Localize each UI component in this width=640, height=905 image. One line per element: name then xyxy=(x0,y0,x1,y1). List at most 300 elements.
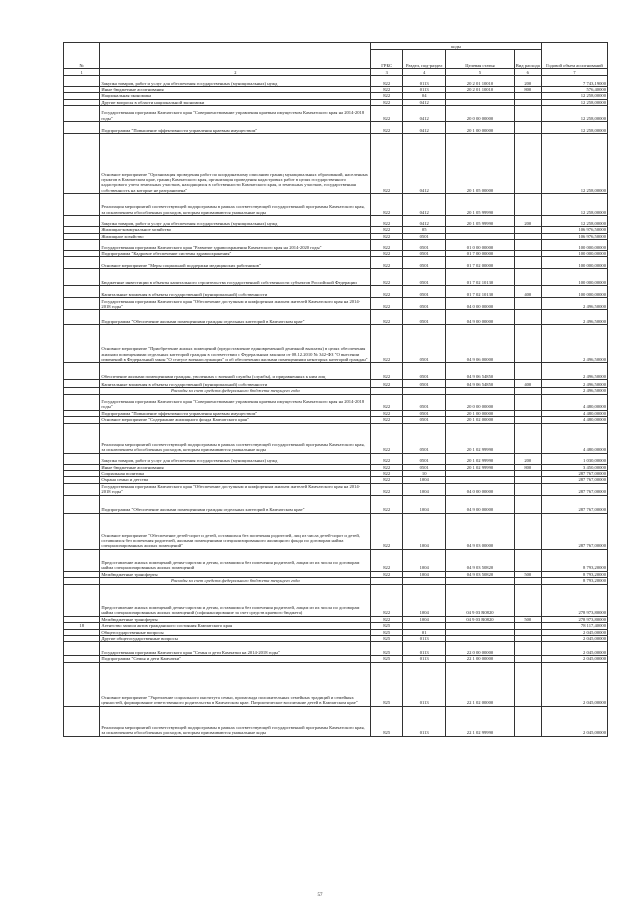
row-grbs: 822 xyxy=(371,257,403,269)
table-row xyxy=(64,240,608,251)
row-razdel: 0412 xyxy=(403,99,446,105)
table-row xyxy=(64,394,608,410)
table-row xyxy=(64,423,608,453)
table-body xyxy=(64,76,608,737)
row-grbs: 822 xyxy=(371,495,403,513)
row-vr: 200 xyxy=(514,216,541,227)
row-razdel: 1004 xyxy=(403,483,446,495)
row-amount: 2 045,00000 xyxy=(541,662,607,706)
row-csr: 20 1 02 99990 xyxy=(446,464,514,470)
row-name: Подпрограмма "Семья и дети Камчатки" xyxy=(100,656,371,662)
table-row xyxy=(64,495,608,513)
row-name: Основное мероприятие "Укрепление социального института семьи, пропаганда положительных семейных традиций и семейных ценностей, формирование ответственного родительства в Камчатском крае. Патриотическое воспитание детей в Камчатском крае" xyxy=(100,662,371,706)
header-codes: коды xyxy=(371,43,542,50)
row-amount: 100 000,00000 xyxy=(541,257,607,269)
row-amount: 8 793,20000 xyxy=(541,571,607,577)
row-name: Другие общегосударственные вопросы xyxy=(100,635,371,641)
row-csr: 22 0 00 00000 xyxy=(446,642,514,656)
col-number: 3 xyxy=(371,69,403,76)
row-grbs: 822 xyxy=(371,310,403,325)
row-amount: 278 973,80000 xyxy=(541,584,607,616)
row-csr: 04 9 06 54850 xyxy=(446,380,514,388)
row-amount: 8 793,20000 xyxy=(541,549,607,571)
row-name: Основное мероприятие "Содержание жилищного фонда Камчатского края" xyxy=(100,417,371,423)
col-number: 5 xyxy=(446,69,514,76)
row-vr xyxy=(514,513,541,549)
row-name: Государственная программа Камчатского края "Обеспечение доступным и комфортным жильем жителей Камчатского края на 2014-2018 годы" xyxy=(100,483,371,495)
row-csr: 20 2 01 10010 xyxy=(446,87,514,93)
row-name: Социальная политика xyxy=(100,471,371,477)
row-vr xyxy=(514,706,541,736)
row-number xyxy=(64,453,100,464)
col-number: 6 xyxy=(514,69,541,76)
row-grbs: 822 xyxy=(371,363,403,380)
row-vr xyxy=(514,483,541,495)
col-number: 1 xyxy=(64,69,100,76)
row-amount: 287 767,00000 xyxy=(541,495,607,513)
row-name: Капитальные вложения в объекты государственной (муниципальной) собственности xyxy=(100,286,371,298)
table-row xyxy=(64,549,608,571)
row-csr: 04 0 00 00000 xyxy=(446,298,514,310)
row-amount: 287 767,00000 xyxy=(541,513,607,549)
table-row xyxy=(64,298,608,310)
row-csr: 20 1 00 00000 xyxy=(446,122,514,134)
row-vr xyxy=(514,134,541,194)
row-csr: 04 9 03 00000 xyxy=(446,513,514,549)
row-vr: 400 xyxy=(514,380,541,388)
row-razdel: 1004 xyxy=(403,584,446,616)
row-csr: 20 1 02 00000 xyxy=(446,417,514,423)
row-grbs: 822 xyxy=(371,410,403,416)
row-razdel: 0501 xyxy=(403,363,446,380)
row-name: Агентство записи актов гражданского состояния Камчатского края xyxy=(100,623,371,629)
table-row xyxy=(64,76,608,87)
row-name: Реализация мероприятий соответствующей подпрограммы в рамках соответствующей государственной программы Камчатского края, за исключением обособленных расходов, которым присваиваются уникальные коды xyxy=(100,194,371,216)
row-csr: 20 1 05 99990 xyxy=(446,194,514,216)
row-razdel: 0501 xyxy=(403,380,446,388)
row-grbs: 825 xyxy=(371,656,403,662)
table-row xyxy=(64,513,608,549)
row-csr: 20 1 02 99990 xyxy=(446,453,514,464)
row-amount: 106 976,50000 xyxy=(541,233,607,239)
header-amount: Годовой объем ассигнований xyxy=(541,43,607,69)
row-number xyxy=(64,269,100,286)
row-vr xyxy=(514,310,541,325)
row-grbs: 822 xyxy=(371,453,403,464)
header-grbs: ГРБС xyxy=(371,50,403,69)
row-amount: 3 450,00000 xyxy=(541,464,607,470)
row-csr: 04 9 03 50820 xyxy=(446,571,514,577)
row-amount: 8 793,20000 xyxy=(541,578,607,584)
row-name: Жилищно-коммунальное хозяйство xyxy=(100,227,371,233)
row-number xyxy=(64,549,100,571)
row-razdel: 0412 xyxy=(403,106,446,122)
row-amount: 4 480,00000 xyxy=(541,417,607,423)
row-vr: 800 xyxy=(514,87,541,93)
row-number xyxy=(64,194,100,216)
row-amount: 2 496,50000 xyxy=(541,388,607,394)
row-grbs: 825 xyxy=(371,662,403,706)
row-name: Закупка товаров, работ и услуг для обеспечения государственных (муниципальных) нужд xyxy=(100,216,371,227)
row-grbs: 825 xyxy=(371,623,403,629)
budget-table xyxy=(63,42,608,737)
row-number xyxy=(64,363,100,380)
row-grbs: 822 xyxy=(371,477,403,483)
row-grbs: 822 xyxy=(371,122,403,134)
row-number xyxy=(64,134,100,194)
row-csr: 04 9 03 R0820 xyxy=(446,584,514,616)
row-razdel: 0501 xyxy=(403,233,446,239)
page-number: 57 xyxy=(317,893,323,898)
table-row xyxy=(64,134,608,194)
row-amount: 12 258,00000 xyxy=(541,216,607,227)
row-csr: 22 1 02 00000 xyxy=(446,662,514,706)
row-razdel: 0501 xyxy=(403,286,446,298)
row-razdel: 1004 xyxy=(403,495,446,513)
row-razdel: 0113 xyxy=(403,76,446,87)
header-name xyxy=(100,43,371,69)
row-amount: 12 258,00000 xyxy=(541,122,607,134)
row-name: Национальная экономика xyxy=(100,93,371,99)
table-row xyxy=(64,286,608,298)
row-amount: 12 258,00000 xyxy=(541,194,607,216)
row-number xyxy=(64,310,100,325)
row-grbs: 822 xyxy=(371,233,403,239)
row-name: Другие вопросы в области национальной экономики xyxy=(100,99,371,105)
row-number xyxy=(64,106,100,122)
row-vr xyxy=(514,394,541,410)
row-razdel: 05 xyxy=(403,227,446,233)
row-csr: 20 1 05 00000 xyxy=(446,134,514,194)
row-name: Основное мероприятие "Меры социальной поддержки медицинских работников" xyxy=(100,257,371,269)
row-number xyxy=(64,286,100,298)
col-number: 7 xyxy=(541,69,607,76)
row-razdel: 0412 xyxy=(403,122,446,134)
row-name: Подпрограмма "Повышение эффективности управления краевым имуществом" xyxy=(100,122,371,134)
row-grbs: 825 xyxy=(371,635,403,641)
row-razdel: 0501 xyxy=(403,251,446,257)
row-number xyxy=(64,76,100,87)
row-csr: 04 9 06 00000 xyxy=(446,325,514,363)
row-vr: 500 xyxy=(514,616,541,622)
row-razdel: 0501 xyxy=(403,417,446,423)
row-grbs: 822 xyxy=(371,240,403,251)
row-amount: 4 480,00000 xyxy=(541,410,607,416)
row-amount: 4 480,00000 xyxy=(541,394,607,410)
row-number xyxy=(64,298,100,310)
row-grbs: 822 xyxy=(371,464,403,470)
row-razdel: 0412 xyxy=(403,216,446,227)
row-number xyxy=(64,513,100,549)
row-csr: 04 9 06 54850 xyxy=(446,363,514,380)
row-name: Подпрограмма "Повышение эффективности управления краевым имуществом" xyxy=(100,410,371,416)
row-name: Государственная программа Камчатского края "Обеспечение доступным и комфортным жильем жителей Камчатского края на 2014-2018 годы" xyxy=(100,298,371,310)
row-razdel: 01 xyxy=(403,629,446,635)
row-razdel: 1004 xyxy=(403,513,446,549)
row-amount: 287 767,00000 xyxy=(541,471,607,477)
row-amount: 2 045,00000 xyxy=(541,635,607,641)
row-vr xyxy=(514,495,541,513)
row-grbs: 822 xyxy=(371,616,403,622)
row-amount: 2 496,50000 xyxy=(541,325,607,363)
row-amount: 287 767,00000 xyxy=(541,483,607,495)
row-grbs: 822 xyxy=(371,584,403,616)
row-number xyxy=(64,380,100,388)
row-grbs: 822 xyxy=(371,269,403,286)
row-number: 18 xyxy=(64,623,100,629)
row-razdel: 0113 xyxy=(403,642,446,656)
row-amount: 7 743,19000 xyxy=(541,76,607,87)
row-vr: 800 xyxy=(514,464,541,470)
row-csr: 20 0 00 00000 xyxy=(446,106,514,122)
row-amount: 100 000,00000 xyxy=(541,251,607,257)
row-name: Расходы за счет средств федерального бюджета текущего года xyxy=(100,388,371,394)
row-amount: 12 258,00000 xyxy=(541,134,607,194)
row-amount: 1 030,00000 xyxy=(541,453,607,464)
row-vr: 400 xyxy=(514,286,541,298)
table-row xyxy=(64,269,608,286)
row-amount: 2 496,50000 xyxy=(541,310,607,325)
table-row xyxy=(64,122,608,134)
row-amount: 106 976,50000 xyxy=(541,227,607,233)
row-number xyxy=(64,706,100,736)
row-razdel: 0113 xyxy=(403,87,446,93)
row-name: Государственная программа Камчатского края "Семья и дети Камчатки на 2014-2018 годы" xyxy=(100,642,371,656)
table-row xyxy=(64,642,608,656)
row-name: Иные бюджетные ассигнования xyxy=(100,464,371,470)
row-vr xyxy=(514,662,541,706)
row-razdel: 0501 xyxy=(403,240,446,251)
row-amount: 2 496,50000 xyxy=(541,298,607,310)
row-csr: 20 0 00 00000 xyxy=(446,394,514,410)
row-vr xyxy=(514,642,541,656)
row-amount: 2 045,00000 xyxy=(541,706,607,736)
row-number xyxy=(64,584,100,616)
row-razdel: 0501 xyxy=(403,257,446,269)
row-name: Государственная программа Камчатского края "Развитие здравоохранения Камчатского края на 2014-2020 годы" xyxy=(100,240,371,251)
row-name: Бюджетные инвестиции в объекты капитального строительства государственной собственности субъектов Российской Федерации xyxy=(100,269,371,286)
row-vr xyxy=(514,363,541,380)
row-grbs: 822 xyxy=(371,216,403,227)
row-csr: 04 0 00 00000 xyxy=(446,483,514,495)
row-name: Предоставление жилых помещений детям-сиротам и детям, оставшимся без попечения родителей, лицам из их числа по договорам найма специализированных жилых помещений xyxy=(100,549,371,571)
row-grbs: 822 xyxy=(371,549,403,571)
row-number xyxy=(64,483,100,495)
table-row xyxy=(64,706,608,736)
row-grbs: 822 xyxy=(371,87,403,93)
row-razdel: 0113 xyxy=(403,706,446,736)
row-number xyxy=(64,642,100,656)
row-csr: 01 0 00 00000 xyxy=(446,240,514,251)
row-grbs: 822 xyxy=(371,76,403,87)
row-amount: 12 258,00000 xyxy=(541,106,607,122)
table-row xyxy=(64,453,608,464)
row-amount: 2 045,00000 xyxy=(541,629,607,635)
col-number: 4 xyxy=(403,69,446,76)
row-vr xyxy=(514,298,541,310)
row-csr: 04 9 03 R0820 xyxy=(446,616,514,622)
col-number: 2 xyxy=(100,69,371,76)
row-razdel: 0113 xyxy=(403,656,446,662)
row-amount: 12 258,00000 xyxy=(541,99,607,105)
row-razdel: 0501 xyxy=(403,394,446,410)
row-vr xyxy=(514,325,541,363)
row-number xyxy=(64,394,100,410)
row-csr: 22 1 00 00000 xyxy=(446,656,514,662)
row-grbs: 822 xyxy=(371,194,403,216)
row-amount: 100 000,00000 xyxy=(541,269,607,286)
row-csr: 01 7 02 10130 xyxy=(446,269,514,286)
row-number xyxy=(64,240,100,251)
row-razdel: 0412 xyxy=(403,194,446,216)
row-vr xyxy=(514,257,541,269)
row-vr xyxy=(514,549,541,571)
table-row xyxy=(64,363,608,380)
row-amount: 278 973,80000 xyxy=(541,616,607,622)
row-name: Основное мероприятие "Приобретение жилых помещений (предоставление единовременной денежной выплаты) в целях обеспечения жилыми помещениями отдельных категорий граждан в соответствии с Федеральным законом от 08.12.2010 № 342-ФЗ "О внесении изменений в Федеральный закон "О статусе военнослужащих" и об обеспечении жилыми помещениями некоторых категорий граждан" xyxy=(100,325,371,363)
table-row xyxy=(64,194,608,216)
row-number xyxy=(64,122,100,134)
row-vr: 200 xyxy=(514,76,541,87)
row-vr xyxy=(514,584,541,616)
row-grbs: 822 xyxy=(371,134,403,194)
row-grbs: 822 xyxy=(371,423,403,453)
row-razdel: 1004 xyxy=(403,549,446,571)
row-number xyxy=(64,662,100,706)
row-amount: 100 000,00000 xyxy=(541,240,607,251)
row-vr: 200 xyxy=(514,453,541,464)
row-name: Подпрограмма "Обеспечение жилыми помещениями граждан отдельных категорий в Камчатском крае" xyxy=(100,310,371,325)
row-amount: 287 767,00000 xyxy=(541,477,607,483)
row-grbs: 822 xyxy=(371,286,403,298)
table-row xyxy=(64,584,608,616)
row-razdel: 0501 xyxy=(403,325,446,363)
row-razdel: 0501 xyxy=(403,410,446,416)
row-csr: 01 7 02 00000 xyxy=(446,257,514,269)
row-razdel: 0501 xyxy=(403,310,446,325)
row-number xyxy=(64,216,100,227)
row-razdel: 1004 xyxy=(403,616,446,622)
row-razdel: 0501 xyxy=(403,423,446,453)
row-razdel: 10 xyxy=(403,471,446,477)
row-razdel: 0501 xyxy=(403,464,446,470)
row-number xyxy=(64,257,100,269)
row-name: Закупка товаров, работ и услуг для обеспечения государственных (муниципальных) нужд xyxy=(100,76,371,87)
row-vr xyxy=(514,240,541,251)
row-number xyxy=(64,495,100,513)
row-razdel: 1004 xyxy=(403,571,446,577)
row-name: Государственная программа Камчатского края "Совершенствование управления краевым имуществом Камчатского края на 2014-2018 годы" xyxy=(100,106,371,122)
row-razdel: 0113 xyxy=(403,635,446,641)
row-razdel: 0501 xyxy=(403,269,446,286)
row-razdel: 1004 xyxy=(403,477,446,483)
row-csr: 20 2 01 10010 xyxy=(446,76,514,87)
row-grbs: 822 xyxy=(371,513,403,549)
row-grbs: 822 xyxy=(371,394,403,410)
header-csr: Целевая статья xyxy=(446,50,514,69)
row-name: Подпрограмма "Обеспечение жилыми помещениями граждан отдельных категорий в Камчатском крае" xyxy=(100,495,371,513)
row-name: Общегосударственные вопросы xyxy=(100,629,371,635)
row-csr: 22 1 02 99990 xyxy=(446,706,514,736)
row-csr: 20 1 02 99990 xyxy=(446,423,514,453)
row-vr xyxy=(514,423,541,453)
row-name: Подпрограмма "Кадровое обеспечение системы здравоохранения" xyxy=(100,251,371,257)
row-razdel: 0501 xyxy=(403,298,446,310)
row-grbs: 825 xyxy=(371,642,403,656)
row-name: Основное мероприятие "Обеспечение детей-сирот и детей, оставшихся без попечения родителей, лиц из числа детей-сирот и детей, оставшихся без попечения родителей, жилыми помещениями специализированного жилищного фонда по договорам найма специализированных жилых помещений" xyxy=(100,513,371,549)
row-grbs: 822 xyxy=(371,571,403,577)
row-vr: 500 xyxy=(514,571,541,577)
row-name: Иные бюджетные ассигнования xyxy=(100,87,371,93)
row-csr: 20 1 00 00000 xyxy=(446,410,514,416)
row-name: Предоставление жилых помещений детям-сиротам и детям, оставшимся без попечения родителей, лицам из их числа по договорам найма специализированных жилых помещений (софинансирование за счет средств краевого бюджета) xyxy=(100,584,371,616)
row-grbs: 825 xyxy=(371,706,403,736)
row-name: Реализация мероприятий соответствующей подпрограммы в рамках соответствующей государственной программы Камчатского края, за исключением обособленных расходов, которым присваиваются уникальные коды xyxy=(100,423,371,453)
row-name: Межбюджетные трансферты xyxy=(100,616,371,622)
row-name: Основное мероприятие "Организация проведения работ по координатному описанию границ муниципальных образований, населенных пунктов в Камчатском крае, границ Камчатского края, организация проведения кадастровых работ в целях государственного кадастрового учета земельных участков, находящихся в собственности Камчатского края, и земельных участков, государственная собственность на которые не разграничена" xyxy=(100,134,371,194)
row-amount: 576,40000 xyxy=(541,87,607,93)
header-razdel: Раздел, под-раздел xyxy=(403,50,446,69)
table-row xyxy=(64,325,608,363)
row-amount: 2 045,00000 xyxy=(541,642,607,656)
row-grbs: 822 xyxy=(371,325,403,363)
row-csr: 01 7 00 00000 xyxy=(446,251,514,257)
row-amount: 4 480,00000 xyxy=(541,423,607,453)
row-vr xyxy=(514,194,541,216)
row-grbs: 822 xyxy=(371,380,403,388)
row-csr: 01 7 02 10130 xyxy=(446,286,514,298)
table-row xyxy=(64,106,608,122)
row-grbs: 822 xyxy=(371,93,403,99)
row-grbs: 822 xyxy=(371,298,403,310)
row-grbs: 822 xyxy=(371,417,403,423)
row-grbs: 822 xyxy=(371,471,403,477)
row-name: Расходы за счет средств федерального бюджета текущего года xyxy=(100,578,371,584)
table-row xyxy=(64,257,608,269)
row-csr: 04 9 00 00000 xyxy=(446,495,514,513)
table-row xyxy=(64,216,608,227)
row-grbs: 822 xyxy=(371,227,403,233)
row-name: Государственная программа Камчатского края "Совершенствование управления краевым имуществом Камчатского края на 2014-2018 годы" xyxy=(100,394,371,410)
row-grbs: 822 xyxy=(371,251,403,257)
row-number xyxy=(64,325,100,363)
row-grbs: 822 xyxy=(371,483,403,495)
row-razdel: 0412 xyxy=(403,134,446,194)
row-name: Межбюджетные трансферты xyxy=(100,571,371,577)
row-amount: 78 117,40000 xyxy=(541,623,607,629)
row-vr xyxy=(514,122,541,134)
row-amount: 2 496,50000 xyxy=(541,363,607,380)
row-razdel: 0113 xyxy=(403,662,446,706)
row-csr: 04 9 00 00000 xyxy=(446,310,514,325)
table-row xyxy=(64,310,608,325)
row-razdel: 0501 xyxy=(403,453,446,464)
row-name: Охрана семьи и детства xyxy=(100,477,371,483)
row-vr xyxy=(514,269,541,286)
row-name: Капитальные вложения в объекты государственной (муниципальной) собственности xyxy=(100,380,371,388)
row-grbs: 822 xyxy=(371,106,403,122)
row-vr xyxy=(514,106,541,122)
row-grbs: 822 xyxy=(371,99,403,105)
row-grbs: 825 xyxy=(371,629,403,635)
table-row xyxy=(64,662,608,706)
column-number-row xyxy=(64,69,608,76)
row-amount: 100 000,00000 xyxy=(541,286,607,298)
table-row xyxy=(64,380,608,388)
row-name: Закупка товаров, работ и услуг для обеспечения государственных (муниципальных) нужд xyxy=(100,453,371,464)
row-amount: 12 258,00000 xyxy=(541,93,607,99)
row-razdel: 04 xyxy=(403,93,446,99)
